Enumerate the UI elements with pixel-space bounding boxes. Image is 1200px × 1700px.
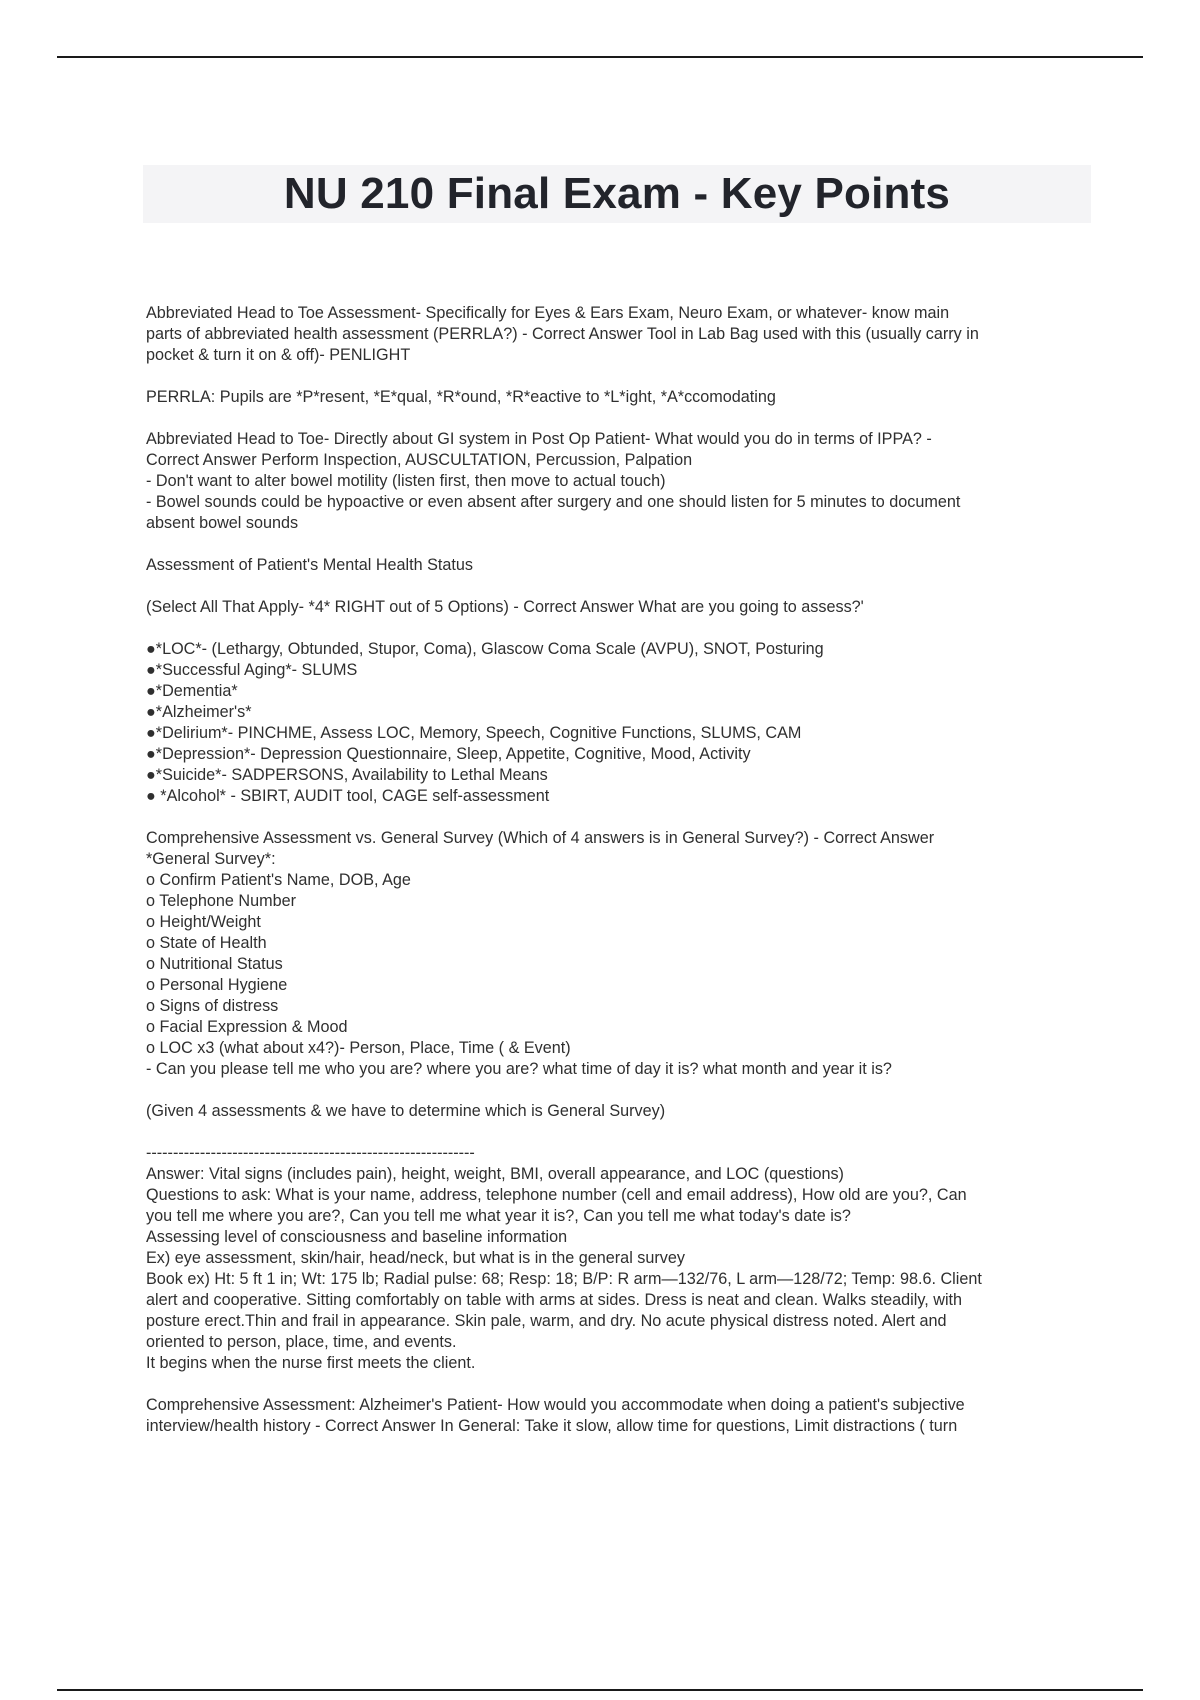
text-line: Assessing level of consciousness and baseline information [146,1228,568,1246]
text-line: ●*LOC*- (Lethargy, Obtunded, Stupor, Coma), Glascow Coma Scale (AVPU), SNOT, Posturing [146,640,824,658]
paragraph [146,828,1091,1080]
text-line: ●*Suicide*- SADPERSONS, Availability to Lethal Means [146,766,548,784]
text-line: Answer: Vital signs (includes pain), height, weight, BMI, overall appearance, and LOC (questions) [146,1165,844,1183]
document-body [146,303,1091,1458]
paragraph [146,429,1091,534]
paragraph [146,1101,1091,1122]
text-line: PERRLA: Pupils are *P*resent, *E*qual, *R*ound, *R*eactive to *L*ight, *A*ccomodating [146,388,776,406]
text-line: o Facial Expression & Mood [146,1018,348,1036]
paragraph [146,639,1091,807]
paragraph [146,555,1091,576]
text-line: - Bowel sounds could be hypoactive or even absent after surgery and one should listen for 5 minutes to document [146,493,961,511]
bottom-rule [57,1689,1143,1691]
text-line: Comprehensive Assessment vs. General Survey (Which of 4 answers is in General Survey?) - Correct Answer [146,829,935,847]
text-line: Abbreviated Head to Toe- Directly about GI system in Post Op Patient- What would you do in terms of IPPA? - [146,430,932,448]
text-line: (Given 4 assessments & we have to determine which is General Survey) [146,1102,666,1120]
document-title: NU 210 Final Exam - Key Points [283,169,951,218]
text-line: posture erect.Thin and frail in appearance. Skin pale, warm, and dry. No acute physical distress noted. Alert and [146,1312,947,1330]
text-line: Abbreviated Head to Toe Assessment- Specifically for Eyes & Ears Exam, Neuro Exam, or whatever- know main [146,304,950,322]
text-line: o Nutritional Status [146,955,283,973]
paragraph [146,303,1091,366]
text-line: pocket & turn it on & off)- PENLIGHT [146,346,411,364]
text-line: o Telephone Number [146,892,296,910]
text-line: - Don't want to alter bowel motility (listen first, then move to actual touch) [146,472,666,490]
text-line: ●*Successful Aging*- SLUMS [146,661,358,679]
paragraph [146,1395,1091,1437]
text-line: parts of abbreviated health assessment (PERRLA?) - Correct Answer Tool in Lab Bag used with this (usually carry in [146,325,979,343]
text-line: absent bowel sounds [146,514,299,532]
text-line: o Personal Hygiene [146,976,288,994]
text-line: o LOC x3 (what about x4?)- Person, Place, Time ( & Event) [146,1039,571,1057]
text-line: o Height/Weight [146,913,261,931]
paragraph [146,387,1091,408]
text-line: interview/health history - Correct Answer In General: Take it slow, allow time for questions, Limit distractions ( turn [146,1417,958,1435]
text-line: you tell me where you are?, Can you tell me what year it is?, Can you tell me what today's date is? [146,1207,851,1225]
text-line: ●*Depression*- Depression Questionnaire, Sleep, Appetite, Cognitive, Mood, Activity [146,745,751,763]
paragraph [146,1143,1091,1374]
text-line: alert and cooperative. Sitting comfortably on table with arms at sides. Dress is neat and clean. Walks steadily, with [146,1291,963,1309]
text-line: It begins when the nurse first meets the client. [146,1354,476,1372]
text-line: ------------------------------------------------------------- [146,1144,475,1162]
text-line: ●*Delirium*- PINCHME, Assess LOC, Memory, Speech, Cognitive Functions, SLUMS, CAM [146,724,802,742]
text-line: ●*Alzheimer's* [146,703,252,721]
text-line: Questions to ask: What is your name, address, telephone number (cell and email address), How old are you?, Can [146,1186,967,1204]
text-line: oriented to person, place, time, and events. [146,1333,457,1351]
text-line: Book ex) Ht: 5 ft 1 in; Wt: 175 lb; Radial pulse: 68; Resp: 18; B/P: R arm—132/76, L arm—128/72; Temp: 98.6. Client [146,1270,982,1288]
text-line: Comprehensive Assessment: Alzheimer's Patient- How would you accommodate when doing a patient's subjective [146,1396,965,1414]
text-line: ●*Dementia* [146,682,238,700]
text-line: Correct Answer Perform Inspection, AUSCULTATION, Percussion, Palpation [146,451,693,469]
text-line: (Select All That Apply- *4* RIGHT out of 5 Options) - Correct Answer What are you going to assess?' [146,598,864,616]
text-line: Assessment of Patient's Mental Health Status [146,556,473,574]
text-line: *General Survey*: [146,850,276,868]
title-band [143,165,1091,223]
text-line: o Signs of distress [146,997,279,1015]
text-line: ● *Alcohol* - SBIRT, AUDIT tool, CAGE self-assessment [146,787,550,805]
top-rule [57,56,1143,58]
paragraph [146,597,1091,618]
text-line: o State of Health [146,934,267,952]
text-line: Ex) eye assessment, skin/hair, head/neck, but what is in the general survey [146,1249,685,1267]
text-line: o Confirm Patient's Name, DOB, Age [146,871,411,889]
text-line: - Can you please tell me who you are? where you are? what time of day it is? what month and year it is? [146,1060,892,1078]
